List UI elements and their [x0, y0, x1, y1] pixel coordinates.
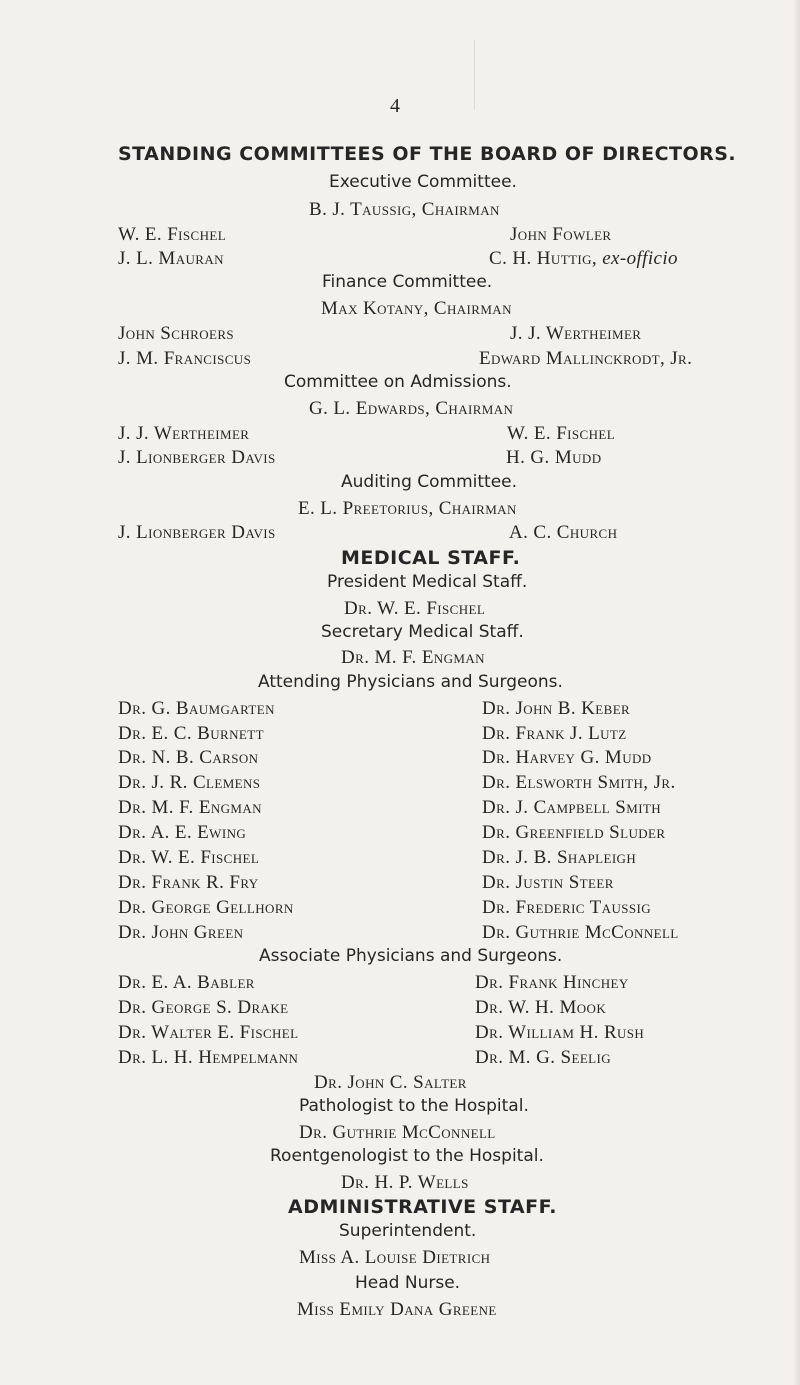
- executive-member-name: C. H. Huttig,: [489, 248, 603, 269]
- pathologist-heading: Pathologist to the Hospital.: [299, 1096, 529, 1116]
- attending-physician: Dr. Frank R. Fry: [118, 872, 259, 893]
- finance-member: J. J. Wertheimer: [510, 323, 642, 344]
- roentgenologist-name: Dr. H. P. Wells: [341, 1172, 469, 1193]
- roentgenologist-heading: Roentgenologist to the Hospital.: [270, 1146, 544, 1166]
- executive-member: John Fowler: [510, 224, 612, 245]
- admissions-heading: Committee on Admissions.: [284, 372, 512, 392]
- associate-physician: Dr. M. G. Seelig: [475, 1047, 612, 1068]
- auditing-heading: Auditing Committee.: [341, 472, 518, 492]
- president-heading: President Medical Staff.: [327, 572, 528, 592]
- finance-member: J. M. Franciscus: [118, 348, 252, 369]
- attending-physician: Dr. J. Campbell Smith: [482, 797, 662, 818]
- pathologist-name: Dr. Guthrie McConnell: [299, 1122, 496, 1143]
- associate-heading: Associate Physicians and Surgeons.: [259, 946, 563, 966]
- executive-member: J. L. Mauran: [118, 248, 224, 269]
- admissions-member: H. G. Mudd: [506, 447, 602, 468]
- attending-physician: Dr. Frank J. Lutz: [482, 723, 627, 744]
- attending-physician: Dr. M. F. Engman: [118, 797, 262, 818]
- executive-member: [489, 249, 678, 268]
- associate-physician: Dr. John C. Salter: [314, 1072, 467, 1093]
- medical-staff-title: MEDICAL STAFF.: [341, 547, 521, 569]
- admissions-member: J. Lionberger Davis: [118, 447, 276, 468]
- finance-chairman: Max Kotany, Chairman: [321, 298, 512, 319]
- head-nurse-name: Miss Emily Dana Greene: [297, 1299, 497, 1320]
- attending-physician: Dr. J. B. Shapleigh: [482, 847, 637, 868]
- attending-physician: Dr. Justin Steer: [482, 872, 614, 893]
- page-edge-shadow: [792, 0, 800, 1385]
- attending-physician: Dr. W. E. Fischel: [118, 847, 260, 868]
- finance-member: John Schroers: [118, 323, 235, 344]
- executive-member: W. E. Fischel: [118, 224, 227, 245]
- attending-physician: Dr. Elsworth Smith, Jr.: [482, 772, 676, 793]
- finance-member: Edward Mallinckrodt, Jr.: [479, 348, 693, 369]
- attending-physician: Dr. N. B. Carson: [118, 747, 259, 768]
- president-name: Dr. W. E. Fischel: [344, 598, 486, 619]
- associate-physician: Dr. William H. Rush: [475, 1022, 645, 1043]
- attending-physician: Dr. Harvey G. Mudd: [482, 747, 652, 768]
- associate-physician: Dr. Frank Hinchey: [475, 972, 629, 993]
- executive-heading: Executive Committee.: [329, 172, 517, 192]
- attending-physician: Dr. Guthrie McConnell: [482, 922, 679, 943]
- head-nurse-heading: Head Nurse.: [355, 1273, 461, 1293]
- admissions-member: J. J. Wertheimer: [118, 423, 250, 444]
- superintendent-heading: Superintendent.: [339, 1221, 477, 1241]
- attending-physician: Dr. George Gellhorn: [118, 897, 294, 918]
- attending-physician: Dr. Greenfield Sluder: [482, 822, 666, 843]
- executive-chairman: B. J. Taussig, Chairman: [309, 199, 500, 220]
- admissions-member: W. E. Fischel: [507, 423, 616, 444]
- superintendent-name: Miss A. Louise Dietrich: [299, 1247, 491, 1268]
- attending-physician: Dr. G. Baumgarten: [118, 698, 275, 719]
- finance-heading: Finance Committee.: [322, 272, 493, 292]
- secretary-name: Dr. M. F. Engman: [341, 647, 485, 668]
- associate-physician: Dr. E. A. Babler: [118, 972, 255, 993]
- page-fold-mark: [474, 40, 475, 110]
- attending-physician: Dr. A. E. Ewing: [118, 822, 247, 843]
- attending-physician: Dr. John B. Keber: [482, 698, 631, 719]
- associate-physician: Dr. George S. Drake: [118, 997, 289, 1018]
- auditing-member: J. Lionberger Davis: [118, 522, 276, 543]
- associate-physician: Dr. W. H. Mook: [475, 997, 607, 1018]
- auditing-chairman: E. L. Preetorius, Chairman: [298, 498, 517, 519]
- secretary-heading: Secretary Medical Staff.: [321, 622, 524, 642]
- attending-physician: Dr. J. R. Clemens: [118, 772, 261, 793]
- attending-physician: Dr. John Green: [118, 922, 244, 943]
- associate-physician: Dr. Walter E. Fischel: [118, 1022, 299, 1043]
- administrative-staff-title: ADMINISTRATIVE STAFF.: [288, 1196, 558, 1218]
- ex-officio-note: ex-officio: [602, 248, 678, 269]
- main-title: STANDING COMMITTEES OF THE BOARD OF DIRECTORS.: [118, 143, 737, 165]
- auditing-member: A. C. Church: [509, 522, 618, 543]
- attending-physician: Dr. Frederic Taussig: [482, 897, 652, 918]
- attending-heading: Attending Physicians and Surgeons.: [258, 672, 563, 692]
- page-number: 4: [390, 95, 400, 117]
- associate-physician: Dr. L. H. Hempelmann: [118, 1047, 299, 1068]
- admissions-chairman: G. L. Edwards, Chairman: [309, 398, 514, 419]
- attending-physician: Dr. E. C. Burnett: [118, 723, 264, 744]
